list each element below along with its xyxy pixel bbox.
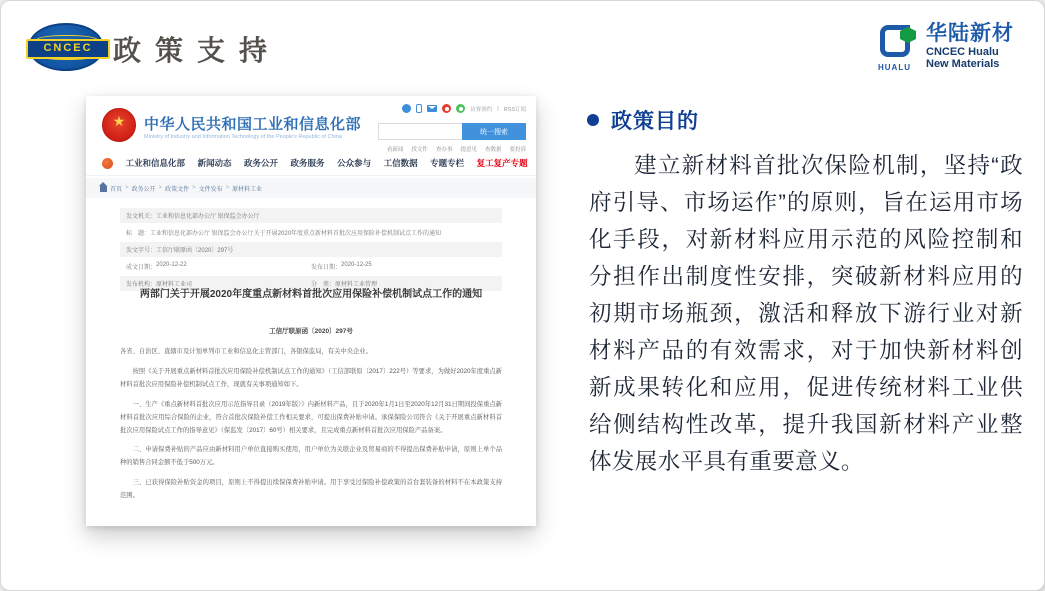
nav-item-participation[interactable]: 公众参与 xyxy=(337,158,372,168)
rss-link[interactable]: RSS订阅 xyxy=(503,106,526,113)
notice-paragraph: 各省、自治区、直辖市及计划单列市工业和信息化主管部门，各银保监局，有关中央企业。 xyxy=(120,348,372,355)
mobile-icon[interactable] xyxy=(416,104,422,113)
notice-body xyxy=(120,346,502,510)
breadcrumb-raw-materials[interactable]: 原材料工业 xyxy=(232,186,263,193)
quick-link-services[interactable]: 查办事 xyxy=(435,147,453,153)
breadcrumb xyxy=(86,178,536,198)
policy-purpose-body: 建立新材料首批次保险机制，坚持“政府引导、市场运作”的原则，旨在运用市场化手段，对新材料应用示范的风险控制和分担作出制度性安排，突破新材料应用的初期市场瓶颈，激活和释放下游行业对新材料产品的有效需求，对于加快新材料创新成果转化和应用，促进传统材料工业供给侧结构性改革，提升我国新材料产业整体发展水平具有重要意义。 xyxy=(589,153,1023,474)
nav-item-resume-work[interactable]: 复工复产专题 xyxy=(476,158,528,168)
national-emblem-icon xyxy=(102,108,136,142)
quick-link-files[interactable]: 找文件 xyxy=(411,147,428,153)
quick-link-complaints[interactable]: 要投诉 xyxy=(509,147,526,153)
wechat-icon[interactable] xyxy=(456,104,465,113)
notice-paragraph: 一、生产《重点新材料首批次应用示范指导目录（2019年版）》内新材料产品，且于2020年1月1日至2020年12月31日期间投保重点新材料首批次应用综合保险的企业，符合首批次保险补偿工作相关要求，可提出保费补贴申请。承保保险公司符合《关于开展重点新材料首批次应用保险试点工作的指导意见》（保监发〔2017〕60号）相关要求，且完成重点新材料首批次应用保险产品备案。 xyxy=(120,400,502,434)
breadcrumb-home[interactable]: 首页 xyxy=(110,186,123,193)
meta-label: 发文机关： xyxy=(126,214,157,220)
breadcrumb-doc-release[interactable]: 文件发布 xyxy=(198,186,223,193)
meta-label: 发布机构： xyxy=(126,282,157,288)
notice-paragraph: 三、已获得保险补贴资金的项目，原则上不得提出续保保费补贴申请。用于享受过保险补偿政策的首台套装备的材料不在本政策支持范围。 xyxy=(120,479,502,500)
cncec-logo-text: CNCEC xyxy=(26,39,110,59)
nav-item-miit[interactable]: 工业和信息化部 xyxy=(125,158,186,168)
policy-purpose-heading-row xyxy=(587,105,699,135)
meta-value: 工信厅联原函〔2020〕297号 xyxy=(156,248,234,254)
weibo-icon[interactable] xyxy=(442,104,451,113)
site-nav xyxy=(86,151,536,176)
gov-portal-icon xyxy=(102,158,113,169)
breadcrumb-separator: > xyxy=(158,185,163,191)
meta-row-issuing-org xyxy=(120,208,502,223)
meta-row-title xyxy=(120,225,502,240)
hualu-mark-icon xyxy=(878,23,918,72)
search-button[interactable]: 统一搜索 xyxy=(462,123,526,140)
quick-link-data[interactable]: 查数据 xyxy=(484,147,502,153)
meta-value: 工业和信息化部办公厅 银保监会办公厅 xyxy=(156,214,260,220)
quick-link-news[interactable]: 看新闻 xyxy=(386,147,404,153)
policy-purpose-heading: 政策目的 xyxy=(611,110,699,133)
ministry-name-cn: 中华人民共和国工业和信息化部 xyxy=(144,116,362,133)
breadcrumb-separator: > xyxy=(192,185,196,191)
meta-value: 原材料工业司 xyxy=(156,282,193,288)
meta-value: 2020-12-25 xyxy=(341,262,372,268)
meta-label: 发文字号： xyxy=(126,248,157,254)
notice-doc-number: 工信厅联原函〔2020〕297号 xyxy=(269,328,353,335)
home-icon[interactable] xyxy=(100,186,107,192)
nav-item-gov-affairs[interactable]: 政务公开 xyxy=(244,158,279,168)
page-title: 政策支持 xyxy=(113,34,282,67)
visitor-link[interactable]: 访客预约 xyxy=(470,106,493,113)
miit-website-screenshot xyxy=(86,96,536,526)
site-topbar xyxy=(402,104,526,113)
ministry-name-en: Ministry of Industry and Information Technology of the People's Republic of China xyxy=(144,134,342,140)
bullet-icon xyxy=(587,114,599,126)
notice-paragraph: 二、申请保费补贴的产品应由新材料用户单位直接购买使用，用户单位为关联企业及贸易商的不得提出保费补贴申请，原则上单个品种的销售合同金额不低于500万元。 xyxy=(120,446,502,467)
notice-paragraph: 按照《关于开展重点新材料首批次应用保险补偿机制试点工作的通知》（工信部联原〔2017〕222号）等要求，为做好2020年度重点新材料首批次应用保险补偿机制试点工作，现就有关事项通知如下。 xyxy=(120,367,502,388)
nav-item-news[interactable]: 新闻动态 xyxy=(197,158,232,168)
notice-title: 两部门关于开展2020年度重点新材料首批次应用保险补偿机制试点工作的通知 xyxy=(139,289,483,300)
meta-value: 2020-12-22 xyxy=(156,262,187,268)
hualu-small-text: HUALU xyxy=(878,63,911,72)
hualu-name-en2: New Materials xyxy=(926,57,1000,70)
breadcrumb-separator: > xyxy=(125,185,129,191)
meta-label: 成文日期： xyxy=(126,265,157,271)
hualu-name-cn: 华陆新材 xyxy=(926,22,1014,45)
topbar-divider: | xyxy=(497,105,499,112)
meta-label: 发布日期： xyxy=(311,265,342,271)
hualu-logo xyxy=(878,23,1014,70)
quick-link-opinions[interactable]: 提意见 xyxy=(460,147,477,153)
document-meta-table xyxy=(120,208,502,293)
meta-label: 标 题： xyxy=(126,231,151,237)
meta-row-doc-no xyxy=(120,242,502,257)
meta-value: 工业和信息化部办公厅 银保监会办公厅关于开展2020年度重点新材料首批次应用保险补偿机制试点工作的通知 xyxy=(150,231,442,237)
search-box xyxy=(378,123,526,140)
meta-label: 分 类： xyxy=(311,282,336,288)
hualu-name-en1: CNCEC Hualu xyxy=(926,46,999,59)
nav-item-gov-services[interactable]: 政务服务 xyxy=(290,158,325,168)
breadcrumb-policy-docs[interactable]: 政策文件 xyxy=(165,186,190,193)
mail-icon[interactable] xyxy=(427,105,437,112)
accessibility-icon[interactable] xyxy=(402,104,411,113)
meta-row-dates xyxy=(120,259,502,274)
meta-value: 原材料工业管理 xyxy=(335,282,378,288)
nav-item-topics[interactable]: 专题专栏 xyxy=(430,158,465,168)
cncec-logo xyxy=(29,23,103,71)
breadcrumb-gov-open[interactable]: 政务公开 xyxy=(131,186,156,193)
breadcrumb-separator: > xyxy=(225,185,230,191)
nav-item-data[interactable]: 工信数据 xyxy=(383,158,418,168)
